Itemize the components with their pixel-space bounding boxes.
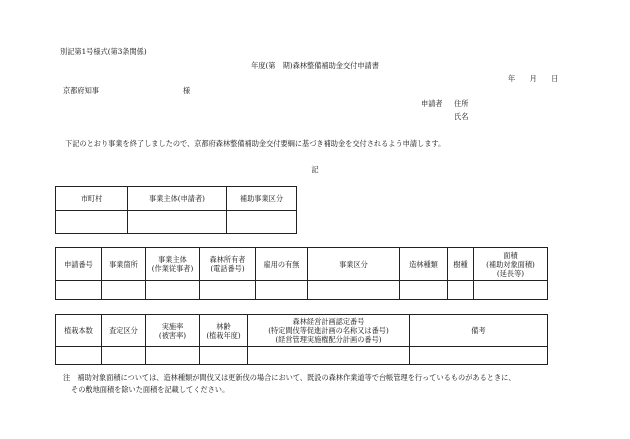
planting-detail-table bbox=[55, 314, 548, 365]
entry-cell[interactable] bbox=[56, 281, 102, 300]
note-line-1: 注 補助対象面積については、造林種類が間伐又は更新伐の場合において、既設の森林作業道等で台帳管理を行っているものがあるときに、 bbox=[63, 373, 516, 382]
name-label: 氏名 bbox=[454, 112, 469, 121]
entry-cell[interactable] bbox=[102, 347, 146, 365]
date-line: 年 月 日 bbox=[508, 74, 559, 83]
entry-cell[interactable] bbox=[200, 281, 256, 300]
municipality-table bbox=[55, 186, 297, 234]
entry-cell[interactable] bbox=[400, 281, 448, 300]
form-number: 別記第1号様式(第3条関係) bbox=[60, 47, 147, 56]
header-cell: 林齢 (植栽年度) bbox=[200, 315, 248, 347]
addressee: 京都府知事 bbox=[63, 86, 99, 95]
entry-cell[interactable] bbox=[200, 347, 248, 365]
header-cell: 森林所有者 (電話番号) bbox=[200, 248, 256, 281]
header-cell: 備考 bbox=[410, 315, 548, 347]
header-cell: 事業主体(申請者) bbox=[128, 187, 227, 211]
applicant-label: 申請者 bbox=[421, 99, 443, 108]
entry-cell[interactable] bbox=[248, 347, 410, 365]
header-cell: 補助事業区分 bbox=[227, 187, 297, 211]
header-cell: 申請番号 bbox=[56, 248, 102, 281]
entry-cell[interactable] bbox=[128, 211, 227, 234]
header-cell: 造林種類 bbox=[400, 248, 448, 281]
header-cell: 査定区分 bbox=[102, 315, 146, 347]
note-line-2: その敷地面積を除いた面積を記載してください。 bbox=[71, 385, 230, 394]
header-cell: 雇用の有無 bbox=[256, 248, 308, 281]
header-cell: 事業箇所 bbox=[102, 248, 146, 281]
header-cell: 事業主体 (作業従事者) bbox=[146, 248, 200, 281]
application-statement: 下記のとおり事業を終了しましたので、京都府森林整備補助金交付要綱に基づき補助金を交付されるよう申請します。 bbox=[65, 139, 446, 148]
address-label: 住所 bbox=[454, 99, 469, 108]
entry-cell[interactable] bbox=[146, 281, 200, 300]
entry-cell[interactable] bbox=[146, 347, 200, 365]
entry-cell[interactable] bbox=[56, 347, 102, 365]
entry-cell[interactable] bbox=[474, 281, 548, 300]
entry-cell[interactable] bbox=[448, 281, 474, 300]
entry-cell[interactable] bbox=[256, 281, 308, 300]
header-cell: 植栽本数 bbox=[56, 315, 102, 347]
header-cell: 森林経営計画認定番号 (特定間伐等促進計画の名称又は番号) (経営管理実施権配分計画の番号) bbox=[248, 315, 410, 347]
entry-cell[interactable] bbox=[227, 211, 297, 234]
application-detail-table bbox=[55, 247, 548, 300]
document-title: 年度(第 期)森林整備補助金交付申請書 bbox=[251, 61, 379, 70]
entry-cell[interactable] bbox=[308, 281, 400, 300]
honorific: 様 bbox=[183, 86, 191, 95]
ki-mark: 記 bbox=[311, 165, 319, 174]
header-cell: 市町村 bbox=[56, 187, 128, 211]
entry-cell[interactable] bbox=[102, 281, 146, 300]
entry-cell[interactable] bbox=[56, 211, 128, 234]
header-cell: 事業区分 bbox=[308, 248, 400, 281]
header-cell: 実施率 (被害率) bbox=[146, 315, 200, 347]
header-cell: 面積 (補助対象面積) (延長等) bbox=[474, 248, 548, 281]
entry-cell[interactable] bbox=[410, 347, 548, 365]
header-cell: 樹種 bbox=[448, 248, 474, 281]
